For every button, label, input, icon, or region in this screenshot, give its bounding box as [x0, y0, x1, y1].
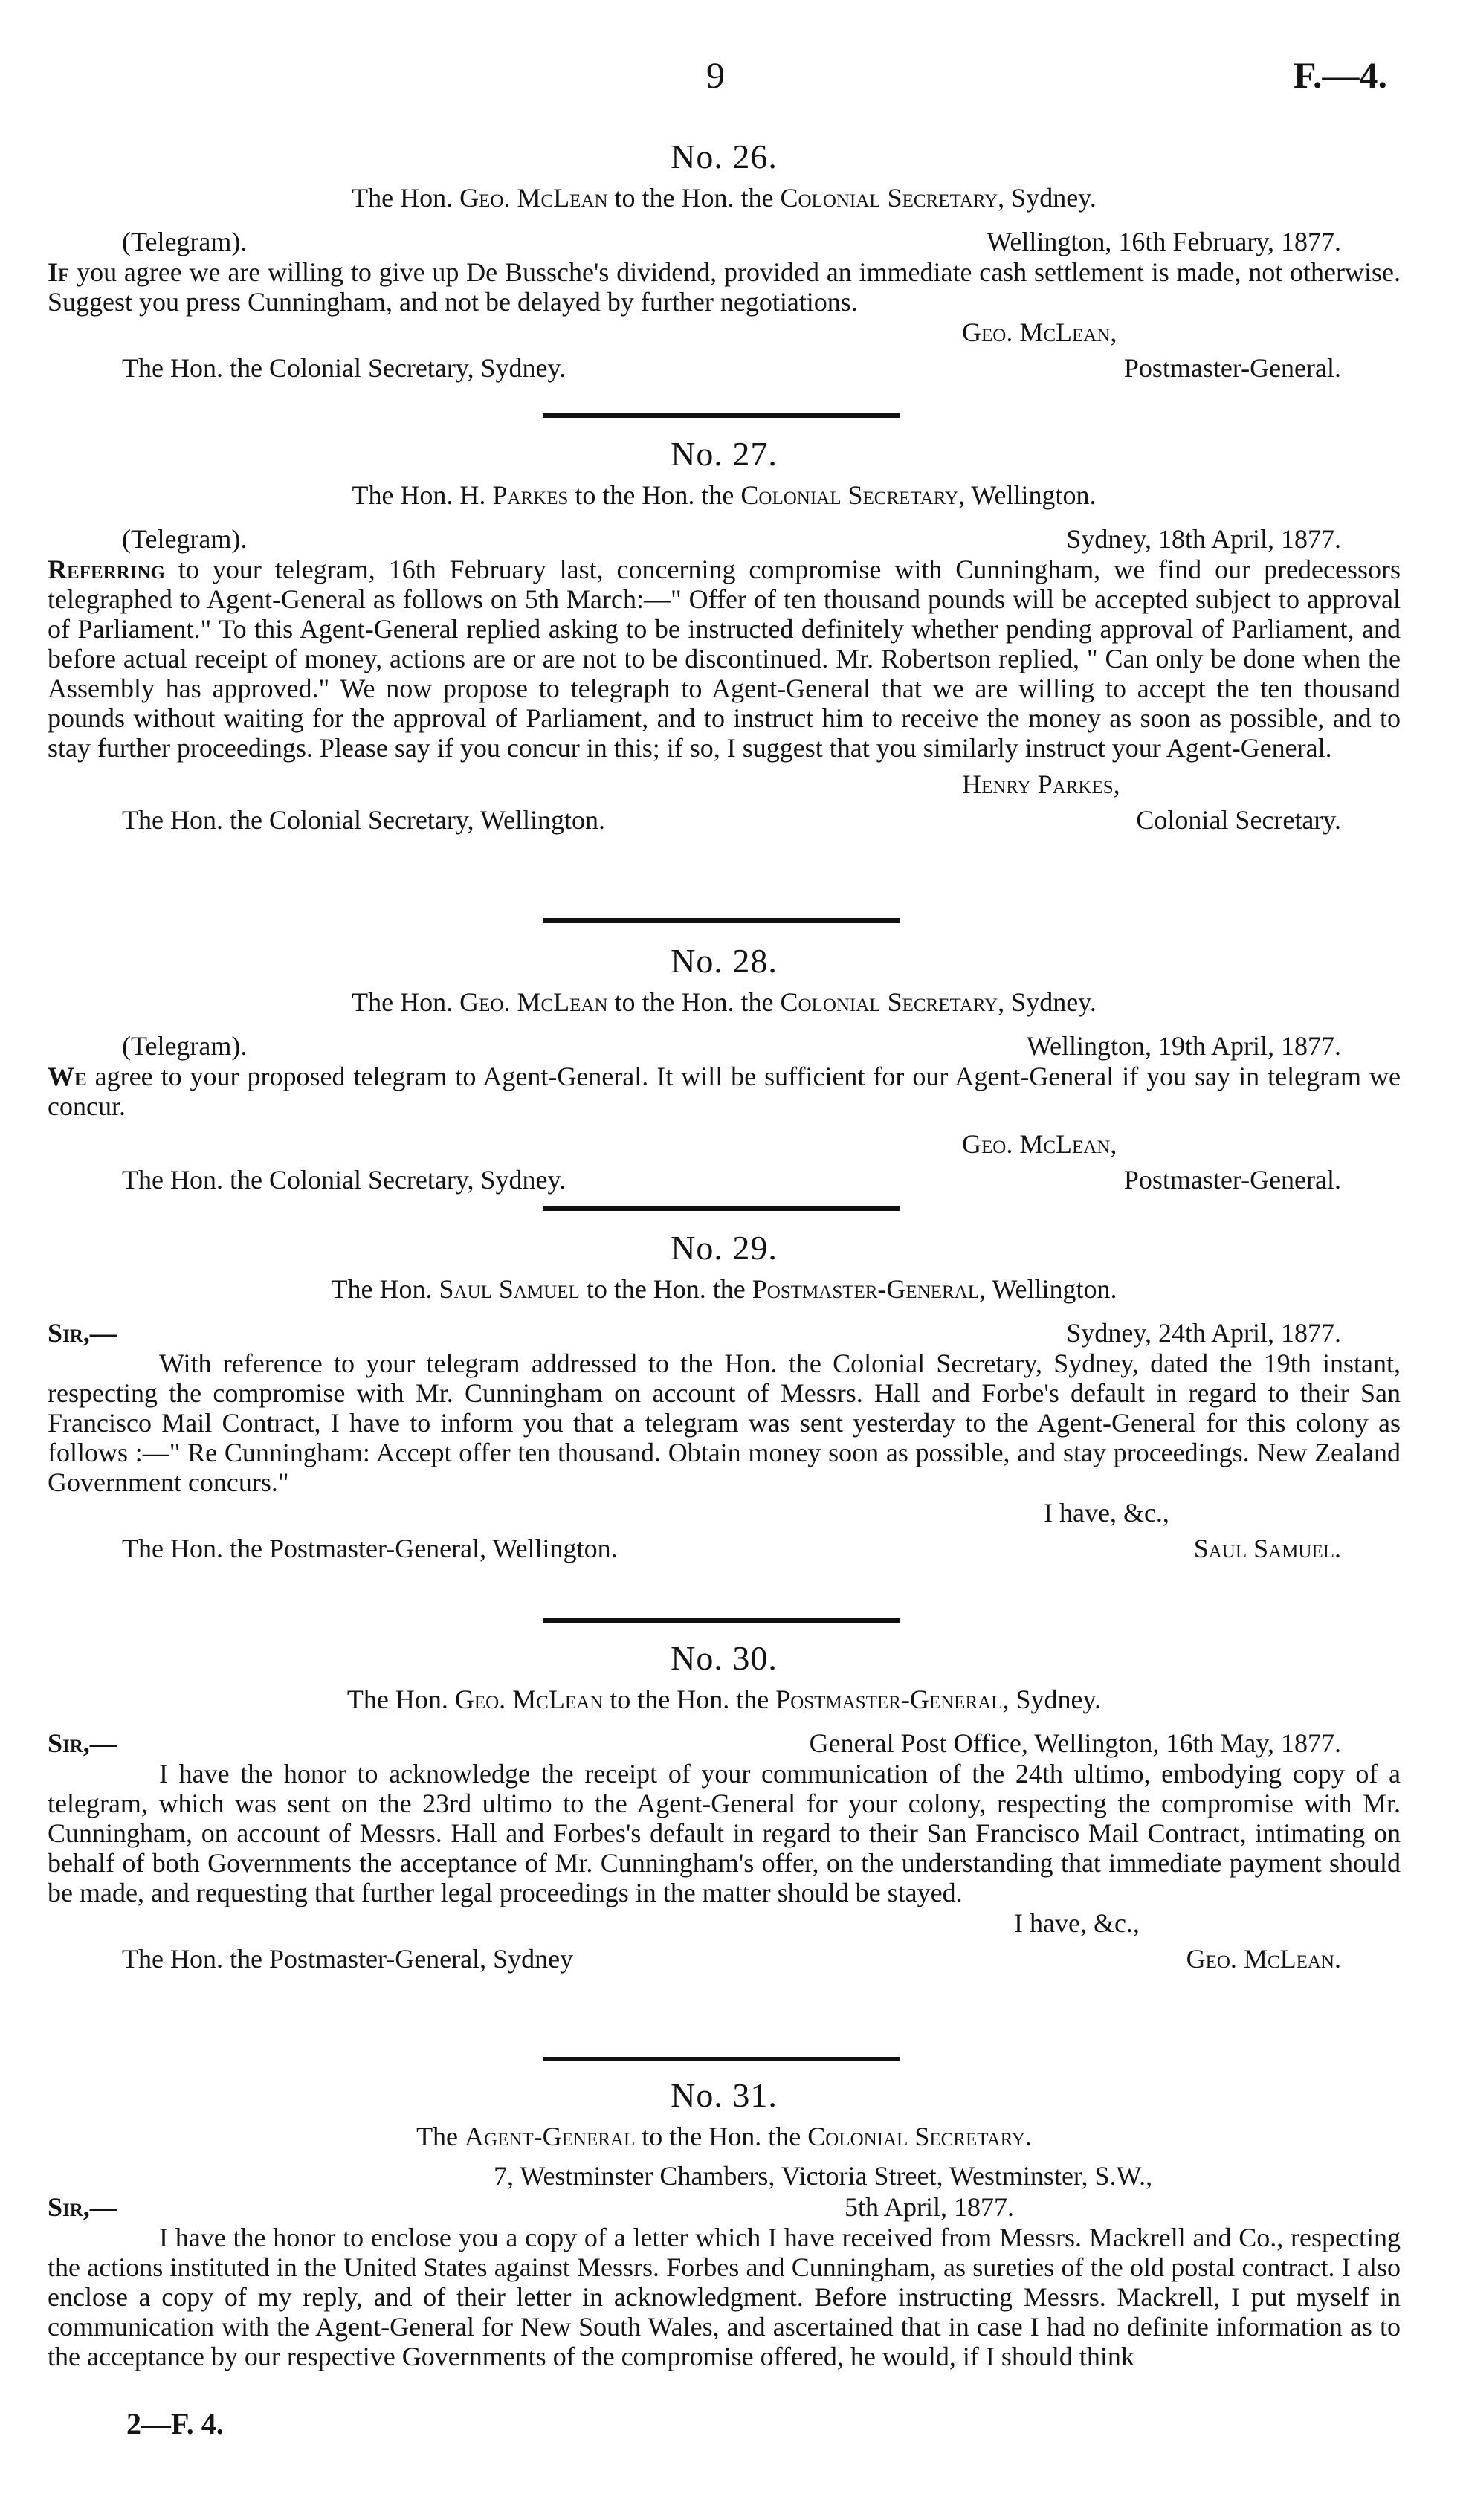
letter-30: [48, 1635, 1401, 1974]
place-date: Sydney, 24th April, 1877.: [1066, 1318, 1341, 1348]
letter-28: [48, 938, 1401, 1195]
section-divider: [543, 1618, 900, 1623]
letter-heading: The Hon. Geo. McLean to the Hon. the Colonial Secretary, Sydney.: [352, 987, 1097, 1017]
letter-close: [48, 804, 1401, 836]
letter-close: [48, 1164, 1401, 1195]
letter-body: We agree to your proposed telegram to Agent-General. It will be sufficient for our Agent-General if you say in telegram we concur.: [48, 1062, 1401, 1121]
letter-26: [48, 134, 1401, 384]
closing: I have, &c.,: [1014, 1908, 1140, 1938]
salutation: Sir,—: [48, 1728, 117, 1758]
letter-meta: [48, 1030, 1401, 1062]
place-date: General Post Office, Wellington, 16th May, 1877.: [809, 1728, 1341, 1758]
letter-31: [48, 2072, 1401, 2371]
signatory-title: Postmaster-General.: [1123, 1165, 1341, 1195]
place-date: Sydney, 18th April, 1877.: [1066, 524, 1341, 554]
letter-meta: [48, 2191, 1401, 2223]
addressee: The Hon. the Colonial Secretary, Wellington.: [122, 805, 605, 835]
letter-close: [48, 1533, 1401, 1564]
letter-type: (Telegram).: [122, 227, 248, 256]
signatory: Saul Samuel.: [1193, 1534, 1341, 1563]
signatory-title: Colonial Secretary.: [1136, 805, 1341, 835]
letter-meta: [48, 226, 1401, 257]
letter-heading: The Hon. Geo. McLean to the Hon. the Postmaster-General, Sydney.: [346, 1684, 1102, 1714]
page-number: 9: [706, 54, 725, 96]
letter-meta: [48, 523, 1401, 555]
letter-number: No. 30.: [671, 1639, 778, 1677]
letter-number: No. 31.: [671, 2076, 778, 2114]
letter-number: No. 29.: [671, 1229, 778, 1267]
place-date: Wellington, 19th April, 1877.: [1026, 1031, 1341, 1061]
letter-close: [48, 1943, 1401, 1974]
section-divider: [543, 1206, 900, 1211]
signatory-title: Postmaster-General.: [1123, 353, 1341, 383]
letter-number: No. 27.: [671, 435, 778, 473]
signatory: Geo. McLean.: [1186, 1944, 1341, 1974]
letter-29: [48, 1225, 1401, 1564]
letter-body: I have the honor to acknowledge the receipt of your communication of the 24th ultimo, embodying copy of a telegram, which was sent on the 23rd ultimo to the Agent-General for your colony, respecting the compromise with Mr. Cunningham, on account of Messrs. Hall and Forbes's default in regard to their San Francisco Mail Contract, intimating on behalf of both Governments the acceptance of Mr. Cunningham's offer, on the understanding that immediate payment should be made, and requesting that further legal proceedings in the matter should be stayed.: [48, 1759, 1401, 1907]
sender-address: 7, Westminster Chambers, Victoria Street, Westminster, S.W.,: [494, 2161, 1153, 2191]
salutation: Sir,—: [48, 2192, 117, 2222]
addressee: The Hon. the Postmaster-General, Wellington.: [122, 1534, 618, 1563]
section-divider: [543, 918, 900, 923]
closing: I have, &c.,: [1044, 1498, 1169, 1528]
signature: Henry Parkes,: [962, 769, 1120, 799]
letter-body: I have the honor to enclose you a copy of a letter which I have received from Messrs. Mackrell and Co., respecting the actions instituted in the United States against Messrs. Forbes and Cunningham, as sureties of the old postal contract. I also enclose a copy of my reply, and of their letter in acknowledgment. Before instructing Messrs. Mackrell, I put myself in communication with the Agent-General for New South Wales, and ascertained that in case I had no definite information as to the acceptance by our respective Governments of the compromise offered, he would, if I should think: [48, 2223, 1401, 2371]
letter-27: [48, 431, 1401, 836]
salutation: Sir,—: [48, 1318, 117, 1348]
letter-close: [48, 352, 1401, 384]
letter-type: (Telegram).: [122, 1031, 248, 1061]
paper-reference: F.—4.: [1294, 54, 1387, 96]
letter-meta: [48, 1728, 1401, 1759]
letter-heading: The Hon. Geo. McLean to the Hon. the Colonial Secretary, Sydney.: [352, 183, 1097, 213]
letter-number: No. 28.: [671, 942, 778, 980]
letter-type: (Telegram).: [122, 524, 248, 554]
letter-meta: [48, 1317, 1401, 1348]
letter-number: No. 26.: [671, 138, 778, 175]
letter-body: If you agree we are willing to give up De Bussche's dividend, provided an immediate cash settlement is made, not otherwise. Suggest you press Cunningham, and not be delayed by further negotiations.: [48, 257, 1401, 317]
place-date: Wellington, 16th February, 1877.: [987, 227, 1341, 256]
place-date: 5th April, 1877.: [844, 2192, 1014, 2222]
letter-heading: The Agent-General to the Hon. the Colonial Secretary.: [416, 2122, 1032, 2151]
section-divider: [543, 413, 900, 418]
addressee: The Hon. the Colonial Secretary, Sydney.: [122, 1165, 566, 1195]
letter-heading: The Hon. H. Parkes to the Hon. the Colonial Secretary, Wellington.: [352, 480, 1097, 510]
letter-body: With reference to your telegram addressed to the Hon. the Colonial Secretary, Sydney, dated the 19th instant, respecting the compromise with Mr. Cunningham on account of Messrs. Hall and Forbe's default in regard to their San Francisco Mail Contract, I have to inform you that a telegram was sent yesterday to the Agent-General for this colony as follows :—" Re Cunningham: Accept offer ten thousand. Obtain money soon as possible, and stay proceedings. New Zealand Government concurs.": [48, 1348, 1401, 1497]
section-divider: [543, 2057, 900, 2061]
signature: Geo. McLean,: [962, 317, 1117, 347]
addressee: The Hon. the Postmaster-General, Sydney: [122, 1944, 574, 1974]
letter-body: Referring to your telegram, 16th February last, concerning compromise with Cunningham, we find our predecessors telegraphed to Agent-General as follows on 5th March:—" Offer of ten thousand pounds will be accepted subject to approval of Parliament." To this Agent-General replied asking to be instructed definitely whether pending approval of Parliament, and before actual receipt of money, actions are or are not to be discontinued. Mr. Robertson replied, " Can only be done when the Assembly has approved." We now propose to telegraph to Agent-General that we are willing to accept the ten thousand pounds without waiting for the approval of Parliament, and to instruct him to receive the money as soon as possible, and to stay further proceedings. Please say if you concur in this; if so, I suggest that you similarly instruct your Agent-General.: [48, 555, 1401, 763]
addressee: The Hon. the Colonial Secretary, Sydney.: [122, 353, 566, 383]
signature-mark: 2—F. 4.: [126, 2407, 224, 2440]
signature: Geo. McLean,: [962, 1129, 1117, 1159]
letter-heading: The Hon. Saul Samuel to the Hon. the Postmaster-General, Wellington.: [331, 1274, 1117, 1304]
